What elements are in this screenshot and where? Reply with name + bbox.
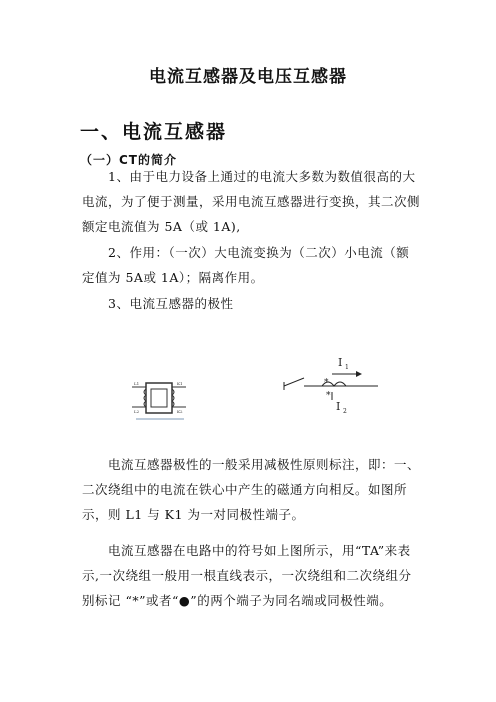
section-heading: 一、电流互感器 (80, 121, 228, 143)
terminal-k2: K2 (177, 409, 183, 414)
label-i2-sub: 2 (343, 408, 347, 415)
label-i1: I (338, 356, 343, 369)
terminal-k1: K1 (177, 381, 183, 386)
paragraph-3: 3、电流互感器的极性 (108, 296, 234, 311)
switch-line (284, 378, 304, 386)
label-i1-sub: 1 (345, 364, 349, 371)
paragraph-5: 电流互感器在电路中的符号如上图所示，用“TA”来表示,一次绕组一般用一根直线表示，一次绕组和二次绕组分别标记 “*”或者“●”的两个端子为同名端或同极性端。 (82, 543, 412, 608)
page-title: 电流互感器及电压互感器 (149, 67, 347, 87)
polarity-marker-top: * (324, 378, 329, 388)
current-arrow-i1 (356, 371, 362, 377)
terminal-l2: L2 (134, 409, 140, 414)
paragraph-1: 1、由于电力设备上通过的电流大多数为数值很高的大电流，为了便于测量，采用电流互感器进行变换，其二次侧额定电流值为 5A（或 1A), (82, 169, 421, 234)
polarity-marker-bottom: * (326, 391, 331, 401)
label-i2: I (336, 400, 341, 413)
paragraph-2: 2、作用：（一次）大电流变换为（二次）小电流（额定值为 5A或 1A）；隔离作用。 (82, 245, 410, 285)
paragraph-4: 电流互感器极性的一般采用减极性原则标注，即：一、二次绕组中的电流在铁心中产生的磁通方向相反。如图所示，则 L1 与 K1 为一对同极性端子。 (82, 457, 421, 522)
ct-winding-diagram (128, 375, 190, 423)
subsection-heading: （一）CT的简介 (80, 153, 177, 167)
terminal-l1: L1 (134, 381, 140, 386)
ct-symbol-diagram (282, 352, 382, 416)
